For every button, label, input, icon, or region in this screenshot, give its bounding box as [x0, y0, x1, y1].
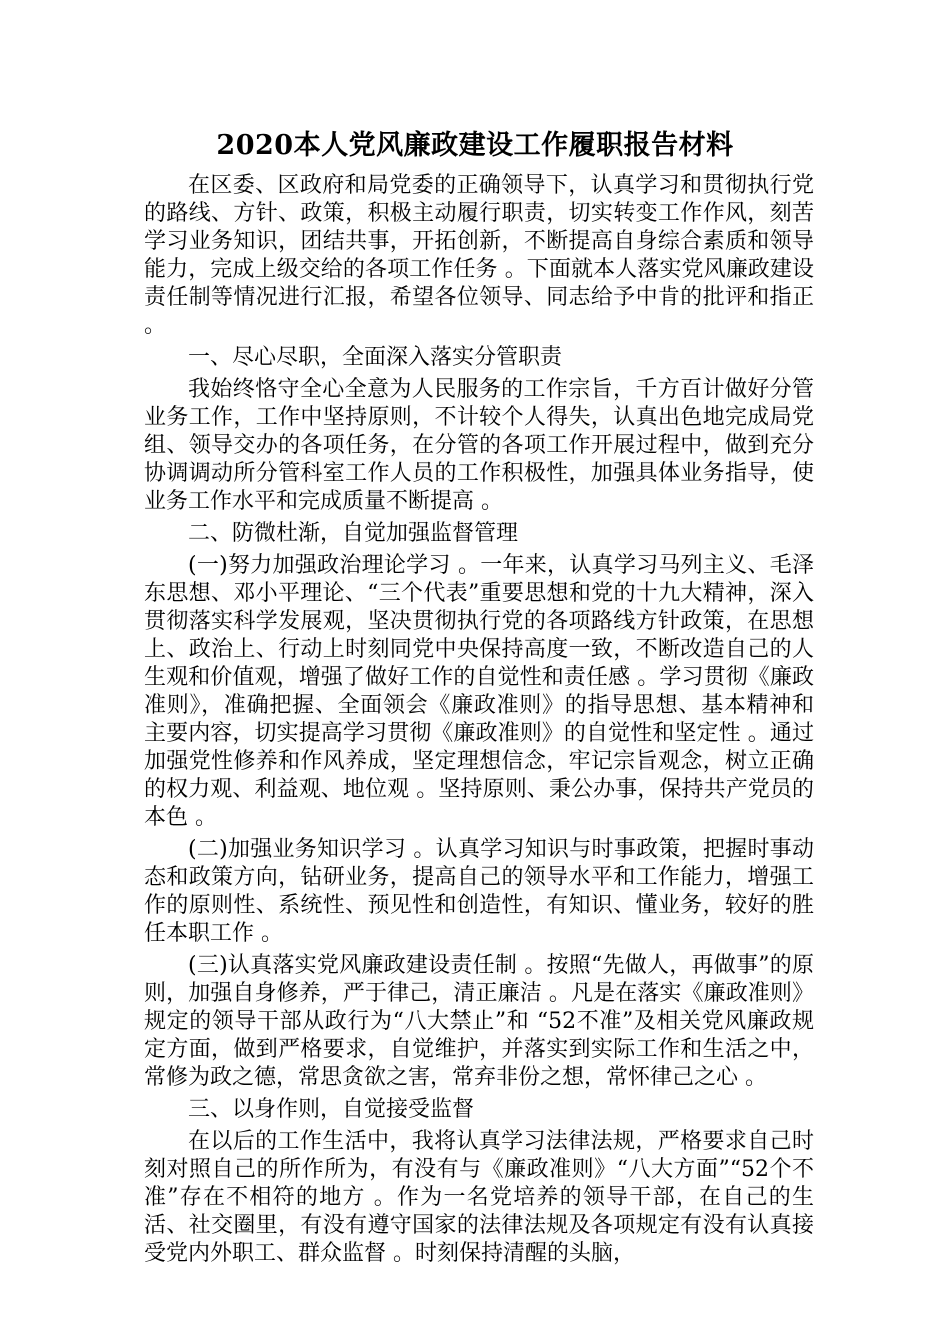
document-title: 2020本人党风廉政建设工作履职报告材料 [216, 130, 734, 161]
intro-paragraph: 在区委、区政府和局党委的正确领导下，认真学习和贯彻执行党的路线、方针、政策，积极主动履行职责，切实转变工作作风，刻苦学习业务知识，团结共事，开拓创新，不断提高自身综合素质和领导能力，完成上级交给的各项工作任务 。下面就本人落实党风廉政建设责任制等情况进行汇报，希望各位领导、同志给予中肯的批评和指正 。 [144, 173, 814, 338]
subsection-2-paragraph: (二)加强业务知识学习 。认真学习知识与时事政策，把握时事动态和政策方向，钻研业务，提高自己的领导水平和工作能力，增强工作的原则性、系统性、预见性和创造性，有知识、懂业务，较好的胜任本职工作 。 [144, 837, 814, 946]
subsection-3-paragraph: (三)认真落实党风廉政建设责任制 。按照“先做人，再做事”的原则，加强自身修养，严于律己，清正廉洁 。凡是在落实《廉政准则》规定的领导干部从政行为“八大禁止”和 “52不准”及相关党风廉政规定方面，做到严格要求，自觉维护，并落实到实际工作和生活之中，常修为政之德，常思贪欲之害，常弃非份之想，常怀律己之心 。 [144, 953, 814, 1090]
section-heading-3: 三、以身作则，自觉接受监督 [188, 1097, 475, 1122]
section-3-paragraph: 在以后的工作生活中，我将认真学习法律法规，严格要求自己时刻对照自己的所作所为，有没有与《廉政准则》“八大方面”“52个不准”存在不相符的地方 。作为一名党培养的领导干部，在自己的生活、社交圈里，有没有遵守国家的法律法规及各项规定有没有认真接受党内外职工、群众监督 。时刻保持清醒的头脑， [144, 1129, 814, 1266]
section-heading-1: 一、尽心尽职，全面深入落实分管职责 [188, 345, 563, 370]
subsection-1-paragraph: (一)努力加强政治理论学习 。一年来，认真学习马列主义、毛泽东思想、邓小平理论、“三个代表”重要思想和党的十九大精神，深入贯彻落实科学发展观，坚决贯彻执行党的各项路线方针政策，在思想上、政治上、行动上时刻同党中央保持高度一致，不断改造自己的人生观和价值观，增强了做好工作的自觉性和责任感 。学习贯彻《廉政准则》，准确把握、全面领会《廉政准则》的指导思想、基本精神和主要内容，切实提高学习贯彻《廉政准则》的自觉性和坚定性 。通过加强党性修养和作风养成，坚定理想信念，牢记宗旨观念，树立正确的权力观、利益观、地位观 。坚持原则、秉公办事，保持共产党员的本色 。 [144, 553, 814, 830]
document-body [144, 172, 814, 1272]
section-heading-2: 二、防微杜渐，自觉加强监督管理 [188, 521, 519, 546]
section-1-paragraph: 我始终恪守全心全意为人民服务的工作宗旨，千方百计做好分管业务工作，工作中坚持原则，不计较个人得失，认真出色地完成局党组、领导交办的各项任务，在分管的各项工作开展过程中，做到充分协调调动所分管科室工作人员的工作积极性，加强具体业务指导，使业务工作水平和完成质量不断提高 。 [144, 377, 814, 514]
